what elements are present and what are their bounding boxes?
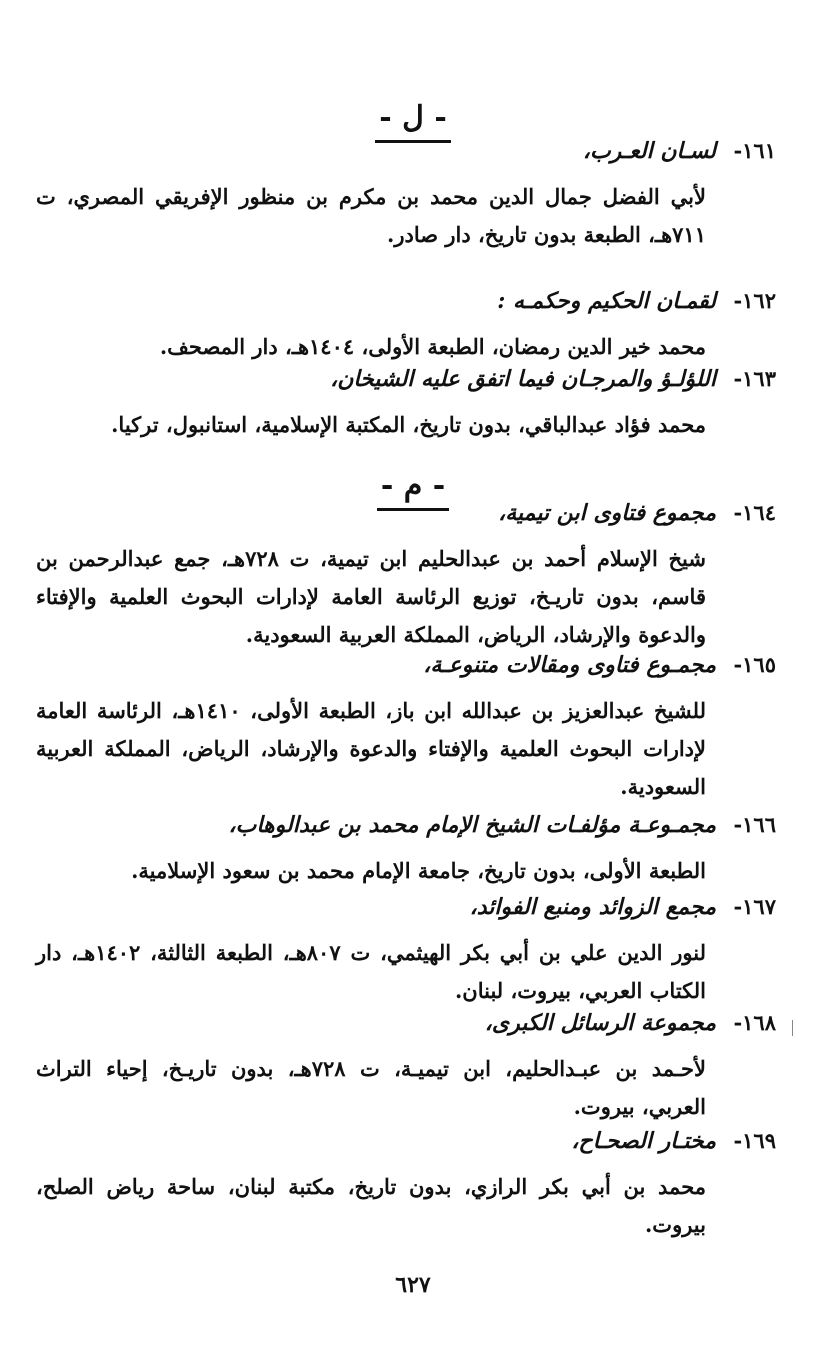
entry-description: للشيخ عبدالعزيز بن عبدالله ابن باز، الطبعة الأولى، ١٤١٠هـ، الرئاسة العامة لإدارات البحوث العلمية والإفتاء والدعوة والإرشاد، الرياض، المملكة العربية السعودية. — [36, 698, 706, 799]
section-heading-lam — [0, 98, 826, 143]
entry-description: لأبي الفضل جمال الدين محمد بن مكرم بن منظور الإفريقي المصري، ت ٧١١هـ، الطبعة بدون تاريخ، دار صادر. — [36, 184, 706, 247]
entry-number: ١٦٨- — [733, 1010, 776, 1035]
bibliography-entry-167 — [36, 894, 776, 1010]
entry-header — [36, 288, 776, 328]
entry-title: مجمـوعـة مؤلفـات الشيخ الإمام محمد بن عبدالوهاب، — [228, 812, 716, 838]
entry-title: مجموع فتاوى ابن تيمية، — [498, 500, 716, 526]
entry-title: لقمـان الحكيم وحكمـه : — [497, 288, 716, 314]
entry-number: ١٦٢- — [733, 288, 776, 313]
entry-number: ١٦٩- — [733, 1128, 776, 1153]
entry-header — [36, 812, 776, 852]
page-number: ٦٢٧ — [395, 1272, 431, 1298]
entry-number: ١٦٤- — [733, 500, 776, 525]
entry-description: لأحـمد بن عبـدالحليم، ابن تيميـة، ت ٧٢٨هـ، بدون تاريـخ، إحياء التراث العربي، بيروت. — [36, 1056, 706, 1119]
entry-title: لسـان العـرب، — [582, 138, 716, 164]
bibliography-entry-165 — [36, 652, 776, 806]
bibliography-entry-166 — [36, 812, 776, 890]
entry-header — [36, 652, 776, 692]
entry-number: ١٦٦- — [733, 812, 776, 837]
entry-header — [36, 894, 776, 934]
entry-description: محمد بن أبي بكر الرازي، بدون تاريخ، مكتبة لبنان، ساحة رياض الصلح، بيروت. — [36, 1174, 706, 1237]
entry-header — [36, 1010, 776, 1050]
entry-number: ١٦٣- — [733, 366, 776, 391]
bibliography-entry-163 — [36, 366, 776, 444]
margin-mark — [792, 1020, 793, 1036]
entry-description: لنور الدين علي بن أبي بكر الهيثمي، ت ٨٠٧هـ، الطبعة الثالثة، ١٤٠٢هـ، دار الكتاب العربي، بيروت، لبنان. — [36, 940, 706, 1003]
entry-number: ١٦٥- — [733, 652, 776, 677]
entry-description: محمد فؤاد عبدالباقي، بدون تاريخ، المكتبة الإسلامية، استانبول، تركيا. — [111, 412, 706, 437]
entry-header — [36, 500, 776, 540]
entry-header — [36, 366, 776, 406]
entry-title: مجمع الزوائد ومنبع الفوائد، — [469, 894, 716, 920]
section-heading-text: - ل - — [375, 98, 451, 143]
bibliography-entry-169 — [36, 1128, 776, 1244]
entry-description: شيخ الإسلام أحمد بن عبدالحليم ابن تيمية، ت ٧٢٨هـ، جمع عبدالرحمن بن قاسم، بدون تاريـخ، توزيع الرئاسة العامة لإدارات البحوث العلمية والإفتاء والدعوة والإرشاد، الرياض، المملكة العربية السعودية. — [36, 546, 706, 647]
entry-header — [36, 1128, 776, 1168]
section-heading-text: - م - — [377, 466, 449, 511]
entry-description: محمد خير الدين رمضان، الطبعة الأولى، ١٤٠٤هـ، دار المصحف. — [159, 334, 706, 359]
entry-header — [36, 138, 776, 178]
entry-title: مجموعة الرسائل الكبرى، — [484, 1010, 716, 1036]
bibliography-entry-161 — [36, 138, 776, 254]
entry-title: مختـار الصحـاح، — [571, 1128, 716, 1154]
entry-number: ١٦٧- — [733, 894, 776, 919]
bibliography-entry-162 — [36, 288, 776, 366]
entry-title: مجمـوع فتاوى ومقالات متنوعـة، — [423, 652, 716, 678]
bibliography-entry-168 — [36, 1010, 776, 1126]
entry-number: ١٦١- — [733, 138, 776, 163]
entry-description: الطبعة الأولى، بدون تاريخ، جامعة الإمام محمد بن سعود الإسلامية. — [131, 858, 706, 883]
bibliography-entry-164 — [36, 500, 776, 654]
entry-title: اللؤلـؤ والمرجـان فيما اتفق عليه الشيخان، — [330, 366, 716, 392]
